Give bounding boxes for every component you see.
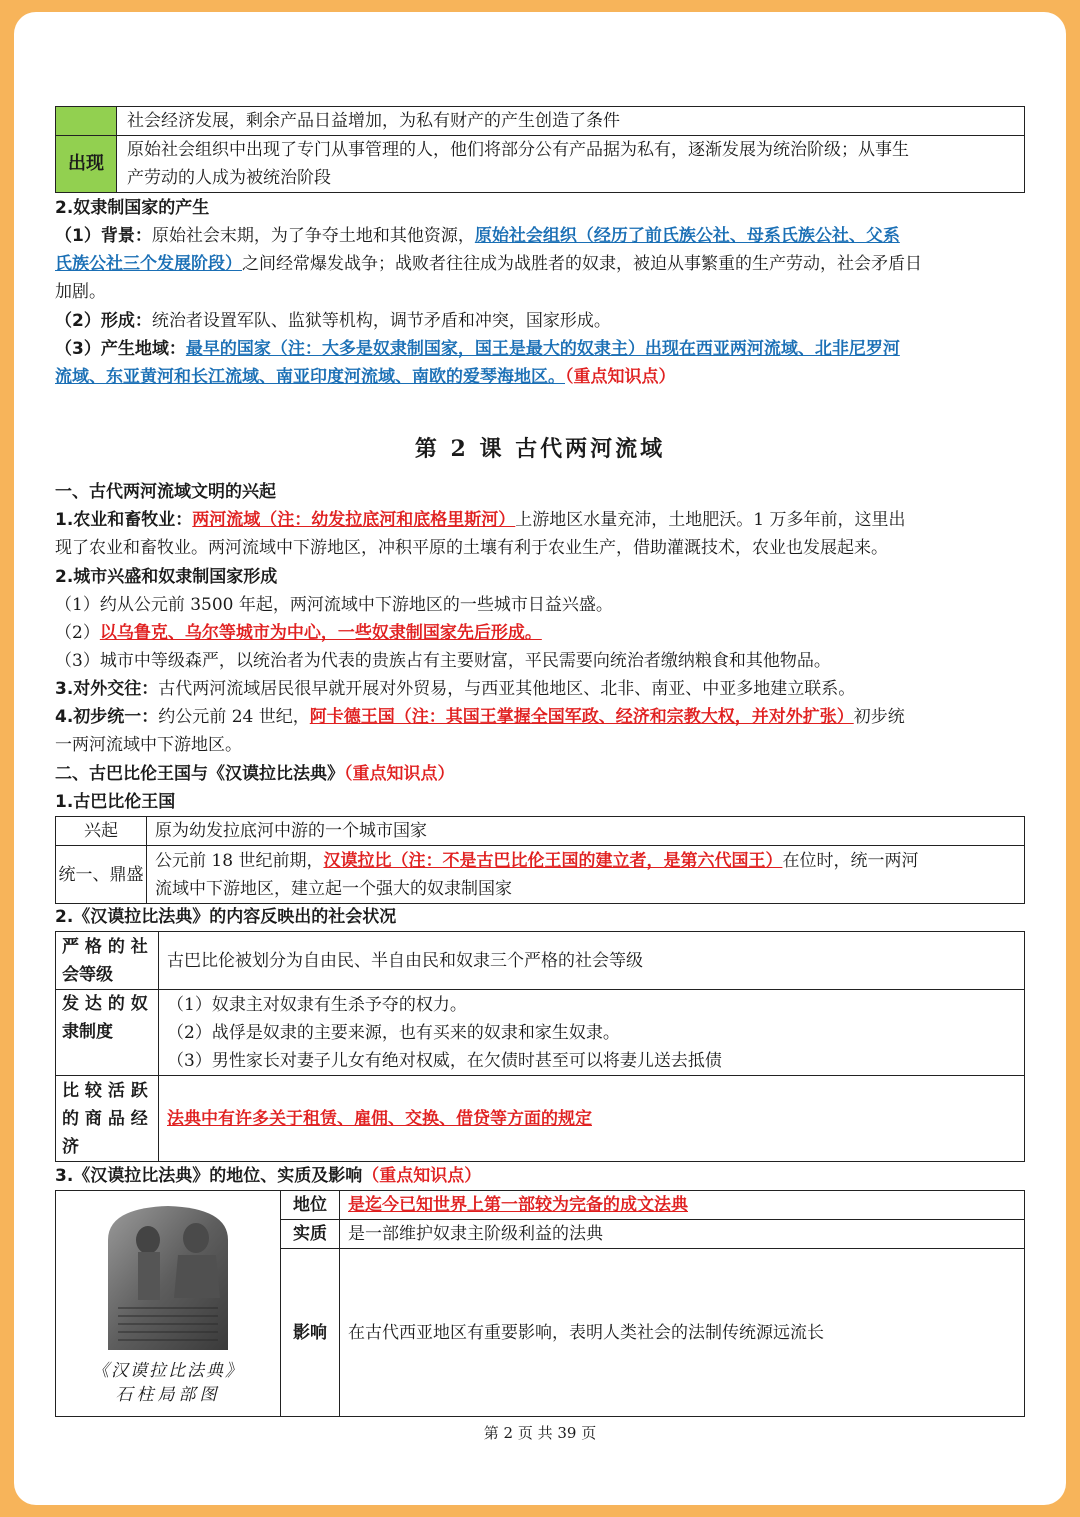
text: 原始社会末期，为了争夺土地和其他资源， — [151, 226, 475, 246]
label-line: 隶制度 — [62, 1022, 113, 1042]
row-label — [56, 1076, 159, 1162]
label-line: 会等级 — [62, 964, 113, 985]
text-line — [55, 506, 906, 534]
label: （1）背景： — [55, 226, 152, 246]
row-label — [56, 990, 159, 1076]
highlight-red: 阿卡德王国（注：其国王掌握全国军政、经济和宗教大权，并对外扩张） — [309, 707, 854, 727]
highlight-red: 汉谟拉比（注：不是古巴比伦王国的建立者，是第六代国王） — [323, 850, 783, 871]
key-point-tag: （重点知识点） — [565, 367, 676, 387]
text: 初步统 — [853, 707, 905, 727]
stele-image — [78, 1200, 258, 1350]
label: 4.初步统一： — [55, 707, 159, 727]
image-caption: 《汉谟拉比法典》 — [92, 1361, 244, 1381]
highlight-red: 是迄今已知世界上第一部较为完备的成文法典 — [348, 1195, 688, 1215]
highlight-red: 以乌鲁克、乌尔等城市为中心，一些奴隶制国家先后形成。 — [99, 623, 542, 643]
table-cell — [159, 990, 1025, 1076]
label: （3）产生地域： — [55, 339, 186, 359]
text: 二、古巴比伦王国与《汉谟拉比法典》 — [55, 764, 344, 784]
highlight-red: 法典中有许多关于租赁、雇佣、交换、借贷等方面的规定 — [167, 1108, 592, 1129]
origin-table — [55, 106, 1025, 193]
text-line — [55, 619, 542, 647]
sub-heading: 1.古巴比伦王国 — [55, 792, 176, 812]
label: 3.对外交往： — [55, 679, 159, 699]
sub-heading: 2.《汉谟拉比法典》的内容反映出的社会状况 — [55, 907, 397, 927]
text-line: 加剧。 — [55, 282, 106, 302]
text-line — [55, 250, 922, 278]
row-label: 兴起 — [56, 817, 147, 846]
page-footer: 第 2 页 共 39 页 — [483, 1424, 597, 1442]
table-header: 出现 — [56, 136, 117, 193]
text-line — [55, 363, 676, 391]
table-cell — [340, 1191, 1025, 1220]
text-line: 一两河流域中下游地区。 — [55, 735, 242, 755]
stele-image-cell — [56, 1191, 281, 1417]
text-line — [55, 222, 900, 250]
highlight-red: 两河流域（注：幼发拉底河和底格里斯河） — [192, 510, 516, 530]
society-table — [55, 931, 1025, 1162]
text-line: 流域中下游地区，建立起一个强大的奴隶制国家 — [155, 878, 512, 899]
table-cell: 社会经济发展，剩余产品日益增加，为私有财产的产生创造了条件 — [117, 107, 1025, 136]
label: 1.农业和畜牧业： — [55, 510, 193, 530]
table-cell: 原为幼发拉底河中游的一个城市国家 — [147, 817, 1025, 846]
text-line — [55, 307, 611, 335]
key-point-tag: （重点知识点） — [362, 1166, 482, 1186]
table-header-blank — [56, 107, 117, 136]
document-page — [14, 12, 1066, 1505]
label-line: 的 商 品 经 — [62, 1108, 148, 1129]
highlight-blue: 原始社会组织（经历了前氏族公社、母系氏族公社、父系 — [474, 226, 900, 246]
text-line: 原始社会组织中出现了专门从事管理的人，他们将部分公有产品据为私有，逐渐发展为统治阶级；从事生 — [127, 140, 909, 160]
text-line: 现了农业和畜牧业。两河流域中下游地区，冲积平原的土壤有利于农业生产，借助灌溉技术，农业也发展起来。 — [55, 538, 888, 558]
text: 3.《汉谟拉比法典》的地位、实质及影响 — [55, 1166, 363, 1186]
table-cell — [117, 136, 1025, 193]
label-line: 济 — [62, 1136, 79, 1157]
label-line: 发 达 的 奴 — [62, 994, 148, 1014]
text-line: （3）城市中等级森严，以统治者为代表的贵族占有主要财富，平民需要向统治者缴纳粮食和其他物品。 — [55, 651, 831, 671]
table-cell — [159, 1076, 1025, 1162]
text: 在位时，统一两河 — [782, 850, 919, 871]
text: （2） — [55, 623, 100, 643]
row-label — [56, 932, 159, 990]
sub-heading: 2.城市兴盛和奴隶制国家形成 — [55, 567, 278, 587]
text: 约公元前 24 世纪， — [158, 707, 310, 727]
table-cell: 在古代西亚地区有重要影响，表明人类社会的法制传统源远流长 — [340, 1249, 1025, 1417]
text-line: 产劳动的人成为被统治阶段 — [127, 168, 331, 188]
row-label: 影响 — [281, 1249, 340, 1417]
row-label: 实质 — [281, 1220, 340, 1249]
row-label: 地位 — [281, 1191, 340, 1220]
key-point-tag: （重点知识点） — [344, 764, 455, 784]
text: 公元前 18 世纪前期， — [155, 850, 324, 871]
highlight-blue: 流域、东亚黄河和长江流域、南亚印度河流域、南欧的爱琴海地区。 — [55, 367, 565, 387]
section-heading: 2.奴隶制国家的产生 — [55, 198, 210, 218]
text: 统治者设置军队、监狱等机构，调节矛盾和冲突，国家形成。 — [151, 311, 611, 331]
text-line — [55, 675, 855, 703]
text-line: （1）奴隶主对奴隶有生杀予夺的权力。 — [167, 994, 467, 1015]
text-line: （1）约从公元前 3500 年起，两河流域中下游地区的一些城市日益兴盛。 — [55, 595, 613, 615]
lesson-title: 第 2 课 古代两河流域 — [414, 436, 666, 462]
code-table — [55, 1190, 1025, 1417]
text-line: （2）战俘是奴隶的主要来源，也有买来的奴隶和家生奴隶。 — [167, 1022, 620, 1043]
text-line — [55, 703, 905, 731]
section-heading — [55, 760, 455, 788]
label-line: 比 较 活 跃 — [62, 1080, 148, 1101]
label-line: 严 格 的 社 — [62, 936, 148, 957]
text-line — [55, 335, 900, 363]
text-line — [155, 847, 1016, 875]
text: 之间经常爆发战争；战败者往往成为战胜者的奴隶，被迫从事繁重的生产劳动，社会矛盾日 — [242, 254, 922, 274]
label: （2）形成： — [55, 311, 152, 331]
table-cell: 古巴比伦被划分为自由民、半自由民和奴隶三个严格的社会等级 — [159, 932, 1025, 990]
section-heading: 一、古代两河流域文明的兴起 — [55, 482, 276, 502]
table-cell: 是一部维护奴隶主阶级利益的法典 — [340, 1220, 1025, 1249]
highlight-blue: 最早的国家（注：大多是奴隶制国家，国王是最大的奴隶主）出现在西亚两河流域、北非尼罗河 — [185, 339, 900, 359]
babylon-table — [55, 816, 1025, 904]
text-line: （3）男性家长对妻子儿女有绝对权威，在欠债时甚至可以将妻儿送去抵债 — [167, 1050, 722, 1071]
sub-heading — [55, 1162, 481, 1190]
row-label: 统一、鼎盛 — [56, 846, 147, 904]
image-caption: 石柱局部图 — [115, 1385, 221, 1405]
highlight-blue: 氏族公社三个发展阶段） — [55, 254, 242, 274]
table-cell — [147, 846, 1025, 904]
text: 古代两河流域居民很早就开展对外贸易，与西亚其他地区、北非、南亚、中亚多地建立联系。 — [158, 679, 856, 699]
text: 上游地区水量充沛，土地肥沃。1 万多年前，这里出 — [515, 510, 906, 530]
